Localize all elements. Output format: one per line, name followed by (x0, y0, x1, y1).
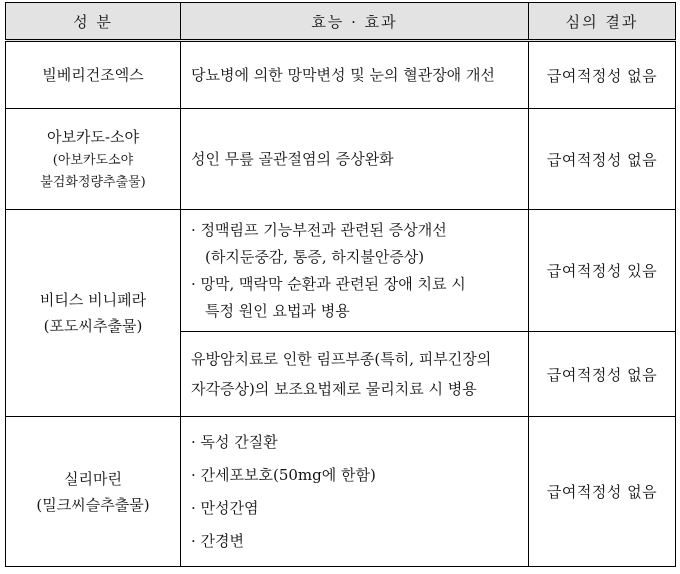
effect-line: 유방암치료로 인한 림프부종(특히, 피부긴장의 (191, 350, 492, 368)
result-cell (529, 417, 676, 567)
effect-text: 당뇨병에 의한 망막변성 및 눈의 혈관장애 개선 (191, 66, 495, 84)
effect-line: · 망막, 맥락막 순환과 관련된 장애 치료 시 (191, 274, 466, 293)
effect-line: · 간세포보호(50mg에 한함) (191, 465, 376, 484)
effect-line: (하지둔중감, 통증, 하지불안증상) (205, 247, 425, 266)
ingredient-subname: (아보카도소야 (52, 153, 134, 168)
result-cell (529, 210, 676, 332)
effect-line: 특정 원인 요법과 병용 (205, 301, 350, 320)
table-row (6, 109, 676, 210)
ingredient-name: 실리마린 (64, 469, 122, 488)
header-result: 심의 결과 (529, 3, 676, 41)
result-cell (529, 332, 676, 417)
effect-cell (181, 332, 529, 417)
result-text: 급여적정성 없음 (546, 483, 658, 501)
effect-line: · 정맥림프 기능부전과 관련된 증상개선 (191, 220, 447, 239)
result-text: 급여적정성 없음 (546, 66, 658, 85)
ingredient-cell (6, 210, 181, 417)
result-text: 급여적정성 있음 (546, 262, 658, 280)
table-row (6, 210, 676, 332)
review-table (5, 2, 676, 567)
ingredient-cell (6, 109, 181, 210)
effect-cell (181, 41, 529, 109)
ingredient-name: 비티스 비니페라 (39, 291, 147, 309)
ingredient-name: 빌베리건조엑스 (42, 66, 144, 84)
ingredient-cell (6, 417, 181, 567)
header-row (6, 3, 676, 41)
ingredient-subname: (포도씨추출물) (43, 317, 143, 335)
ingredient-subname: (밀크씨슬추출물) (36, 495, 150, 514)
effect-line: · 독성 간질환 (191, 432, 278, 451)
result-cell (529, 109, 676, 210)
ingredient-subname: 불검화정량추출물) (40, 175, 146, 190)
result-text: 급여적정성 없음 (546, 365, 658, 384)
effect-cell (181, 210, 529, 332)
table-row (6, 41, 676, 109)
effect-line: · 간경변 (191, 531, 245, 550)
effect-line: · 만성간염 (191, 498, 259, 517)
effect-text: 성인 무릎 골관절염의 증상완화 (191, 150, 394, 168)
header-ingredient: 성 분 (6, 3, 181, 41)
result-text: 급여적정성 없음 (546, 150, 658, 169)
ingredient-cell (6, 41, 181, 109)
header-effect: 효능 · 효과 (181, 3, 529, 41)
effect-cell (181, 417, 529, 567)
effect-line: 자각증상)의 보조요법제로 물리치료 시 병용 (191, 380, 477, 398)
table-row (6, 417, 676, 567)
ingredient-name: 아보카도-소야 (46, 128, 139, 146)
result-cell (529, 41, 676, 109)
effect-cell (181, 109, 529, 210)
